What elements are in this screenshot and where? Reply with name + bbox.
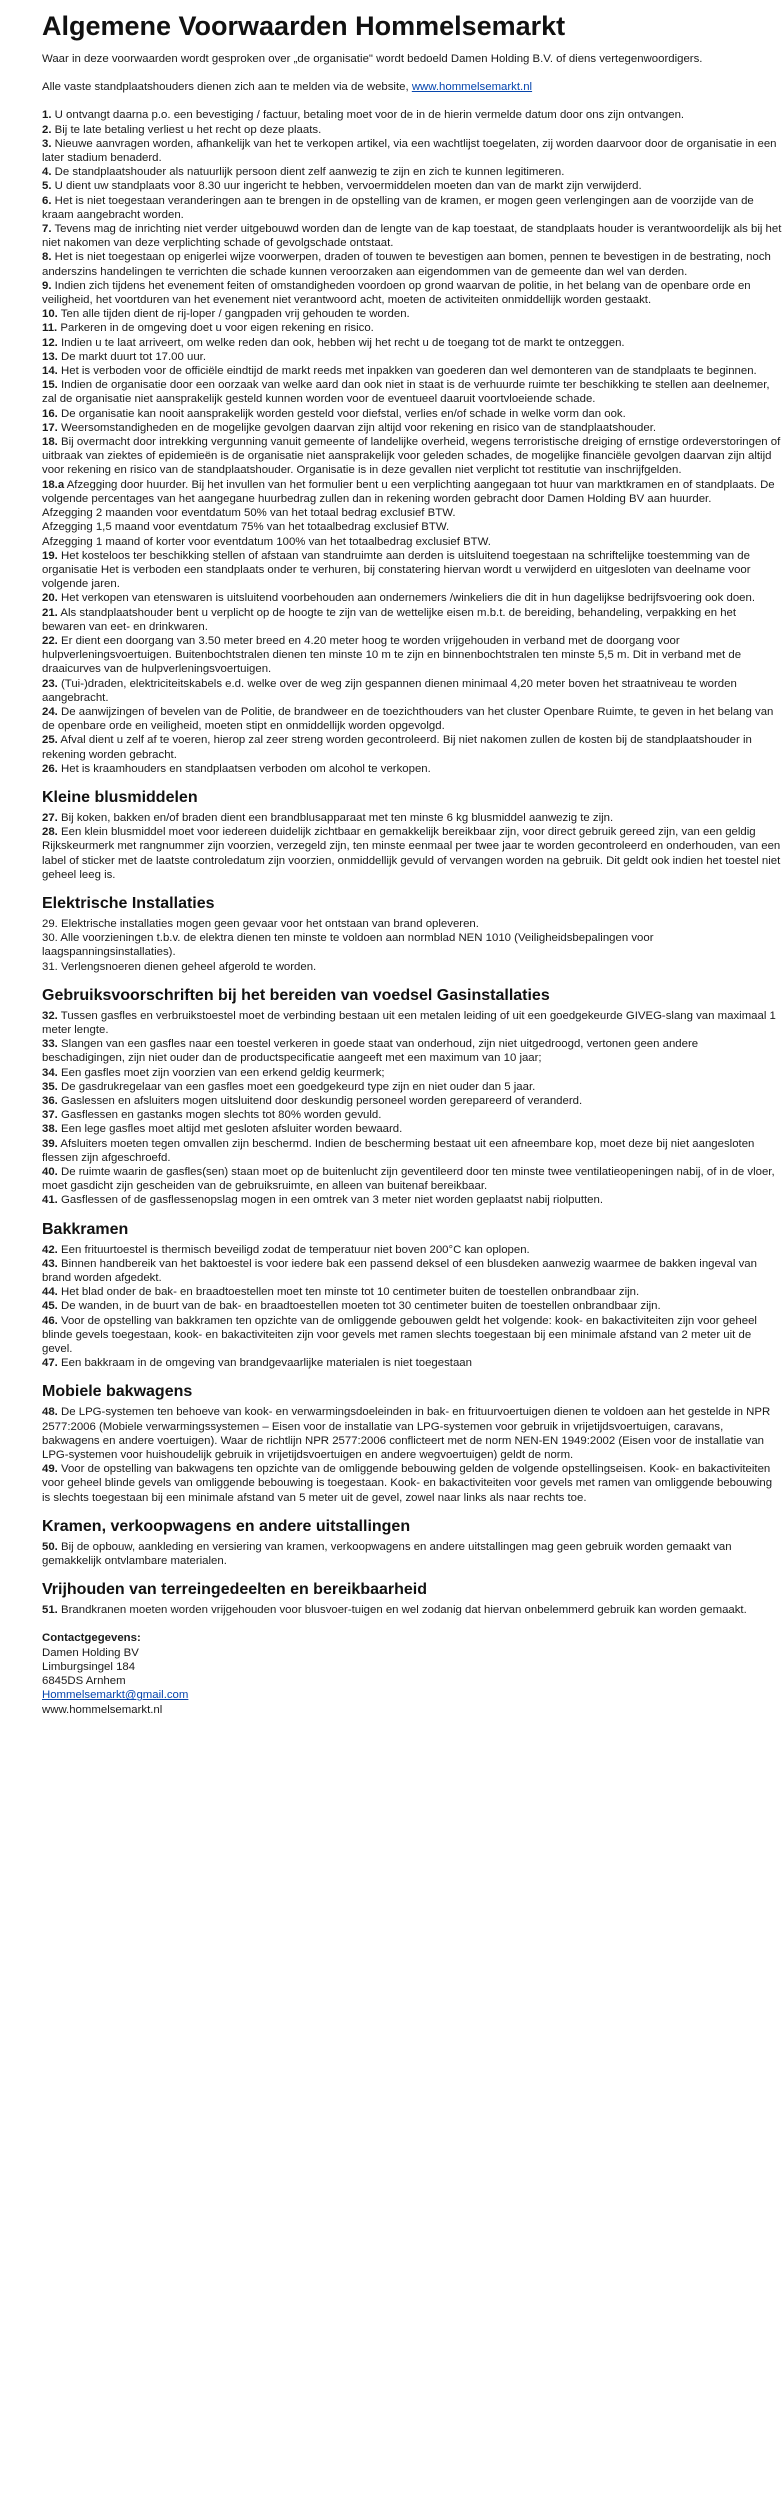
- rule-item: [42, 336, 782, 350]
- rule-number: 24.: [42, 705, 58, 718]
- rule-number: 12.: [42, 336, 58, 349]
- rule-item: [42, 108, 782, 122]
- rule-number: 17.: [42, 421, 58, 434]
- rule-text: Bij de opbouw, aankleding en versiering van kramen, verkoopwagens en andere uitstallingen mag geen gebruik worden gemaakt van gemakkelijk ontvlambare materialen.: [42, 1540, 732, 1568]
- rule-text: U dient uw standplaats voor 8.30 uur ingericht te hebben, vervoermiddelen moeten dan van de markt zijn verwijderd.: [51, 180, 642, 193]
- rule-item: [42, 1540, 782, 1568]
- rule-item: [42, 222, 782, 250]
- section-heading: Gebruiksvoorschriften bij het bereiden van voedsel Gasinstallaties: [42, 986, 550, 1004]
- rule-item: [42, 917, 782, 931]
- rule-text: Gaslessen en afsluiters mogen uitsluitend door deskundig personeel worden gerepareerd of veranderd.: [57, 1095, 583, 1107]
- rule-number: 7.: [42, 223, 52, 236]
- terms-section: [42, 108, 782, 776]
- rule-item: [42, 407, 782, 421]
- website-link[interactable]: www.hommelsemarkt.nl: [411, 81, 533, 94]
- rule-text: De gasdrukregelaar van een gasfles moet een goedgekeurd type zijn en niet ouder dan 5 jaar.: [57, 1080, 536, 1093]
- rule-item: [42, 1193, 782, 1207]
- rule-text: Tussen gasfles en verbruikstoestel moet de verbinding bestaan uit een metalen leiding of uit een goedgekeurde GIVEG-slang van maximaal 1 meter lengte.: [42, 1009, 776, 1036]
- rule-item: [42, 321, 782, 335]
- rule-item: [42, 1080, 782, 1094]
- rule-number: 33.: [42, 1038, 58, 1051]
- rule-text: Bij te late betaling verliest u het recht op deze plaats.: [51, 123, 322, 136]
- rule-number: 8.: [42, 251, 52, 264]
- rule-item: [42, 421, 782, 435]
- contact-company: Damen Holding BV: [42, 1646, 139, 1659]
- rule-text: Nieuwe aanvragen worden, afhankelijk van het te verkopen artikel, via een wachtlijst toegelaten, zij worden daarvoor door de organisatie in een later stadium benaderd.: [42, 137, 777, 165]
- section-heading: Kramen, verkoopwagens en andere uitstallingen: [42, 1517, 411, 1535]
- rule-number: 27.: [42, 811, 58, 824]
- rule-number: 3.: [42, 137, 52, 150]
- rule-item: [42, 165, 782, 179]
- rule-text: Het blad onder de bak- en braadtoestellen moet ten minste tot 10 centimeter buiten de toestellen onbrandbaar zijn.: [57, 1286, 640, 1299]
- rule-item: [42, 520, 782, 534]
- rule-text: Afsluiters moeten tegen omvallen zijn beschermd. Indien de bescherming bestaat uit een afneembare kop, moet deze bij niet aangesloten flessen zijn afgeschroefd.: [42, 1137, 755, 1164]
- rule-text: Een klein blusmiddel moet voor iedereen duidelijk zichtbaar en gemakkelijk bereikbaar zijn, voor direct gebruik gereed zijn, van een geldig Rijkskeurmerk met rangnummer zijn voorzien, verzegeld zijn, ten minste eenmaal per twee jaar te worden gecontroleerd en onderhouden, van een label of sticker met de laatste controledatum zijn voorzien, onmiddellijk gevuld of vervangen worden na gebruik. Dit geldt ook indien het toestel niet geheel leeg is.: [42, 826, 781, 881]
- rule-item: [42, 1314, 782, 1357]
- rule-item: [42, 364, 782, 378]
- section-heading: Kleine blusmiddelen: [42, 788, 198, 806]
- rule-number: 13.: [42, 350, 58, 363]
- rule-text: De standplaatshouder als natuurlijk persoon dient zelf aanwezig te zijn en zich te kunnen legitimeren.: [51, 166, 565, 179]
- rule-item: [42, 1009, 782, 1037]
- rule-list: [42, 1009, 782, 1208]
- rule-number: 36.: [42, 1095, 58, 1107]
- rule-text: Het is niet toegestaan op enigerlei wijze voorwerpen, draden of touwen te bevestigen aan bomen, pennen te bevestigen in de bestrating, noch anderszins handelingen te verrichten die schade kunnen veroorzaken aan eigendommen van de gemeente dan wel van derden.: [42, 251, 771, 278]
- contact-block: [42, 1631, 782, 1716]
- rule-number: 10.: [42, 308, 58, 321]
- rule-number: 26.: [42, 762, 58, 775]
- rule-number: 15.: [42, 379, 58, 392]
- rule-item: [42, 179, 782, 193]
- rule-number: 45.: [42, 1300, 58, 1313]
- rule-list: [42, 108, 782, 776]
- rule-text: Ten alle tijden dient de rij-loper / gangpaden vrij gehouden te worden.: [57, 308, 410, 321]
- rule-text: Indien u te laat arriveert, om welke reden dan ook, hebben wij het recht u de toegang tot de markt te ontzeggen.: [57, 336, 625, 349]
- rule-number: 48.: [42, 1406, 58, 1419]
- rule-item: [42, 1037, 782, 1065]
- rule-list: [42, 1243, 782, 1371]
- rule-number: 18.: [42, 436, 58, 449]
- rule-item: [42, 705, 782, 733]
- section-heading: Elektrische Installaties: [42, 894, 215, 912]
- rule-text: Het kosteloos ter beschikking stellen of afstaan van standruimte aan derden is uitsluitend toegestaan na schriftelijke toestemming van de organisatie Het is verboden een standplaats onder te verhuren, bij constatering hiervan wordt u verwijderd en uitgesloten van deelname voor volgende jaren.: [42, 549, 751, 591]
- rule-item: [42, 1108, 782, 1122]
- contact-email-link[interactable]: Hommelsemarkt@gmail.com: [42, 1689, 189, 1702]
- page-title: Algemene Voorwaarden Hommelsemarkt: [42, 11, 566, 41]
- rule-item: [42, 811, 782, 825]
- rule-list: [42, 1405, 782, 1504]
- rule-text: Het is verboden voor de officiële eindtijd de markt reeds met inpakken van goederen dan wel demonteren van de standplaats te beginnen.: [57, 365, 757, 378]
- rule-text: Afzegging 1,5 maand voor eventdatum 75% van het totaalbedrag exclusief BTW.: [42, 521, 450, 534]
- rule-item: [42, 506, 782, 520]
- rule-list: [42, 917, 782, 974]
- rule-number: 47.: [42, 1357, 58, 1370]
- rule-number: 46.: [42, 1314, 58, 1327]
- terms-section: [42, 894, 782, 974]
- terms-section: [42, 1382, 782, 1504]
- rule-number: 51.: [42, 1604, 58, 1617]
- intro-organisation: Waar in deze voorwaarden wordt gesproken over „de organisatie" wordt bedoeld Damen Holding B.V. of diens vertegenwoordigers.: [42, 53, 703, 65]
- rule-number: 35.: [42, 1080, 58, 1093]
- rule-item: [42, 1243, 782, 1257]
- rule-item: [42, 250, 782, 278]
- rule-number: 19.: [42, 549, 58, 562]
- rule-text: Brandkranen moeten worden vrijgehouden voor blusvoer-tuigen en wel zodanig dat hiervan onbelemmerd gebruik kan worden gemaakt.: [57, 1604, 747, 1617]
- rule-item: [42, 825, 782, 882]
- rule-number: 21.: [42, 606, 58, 619]
- contact-street: Limburgsingel 184: [42, 1660, 136, 1673]
- rule-list: [42, 1540, 782, 1568]
- rule-number: 4.: [42, 166, 52, 179]
- rule-number: 37.: [42, 1109, 58, 1122]
- rule-text: Het is kraamhouders en standplaatsen verboden om alcohol te verkopen.: [57, 762, 431, 775]
- rule-text: Een gasfles moet zijn voorzien van een erkend geldig keurmerk;: [57, 1066, 385, 1079]
- rule-number: 14.: [42, 365, 58, 378]
- rule-number: 22.: [42, 634, 58, 647]
- rule-item: [42, 535, 782, 549]
- rule-text: De wanden, in de buurt van de bak- en braadtoestellen moeten tot 30 centimeter buiten de toestellen onbrandbaar zijn.: [57, 1300, 661, 1313]
- rule-text: Voor de opstelling van bakwagens ten opzichte van de omliggende bebouwing gelden de volgende opstellingseisen. Kook- en bakactiviteiten voor geheel blinde gevels van omliggende bebouwing is toegestaan. Kook- en bakactiviteiten voor gevels met ramen van omliggende bebouwing is slechts toegestaan bij een minimale afstand van 5 meter uit de gevel, zowel naar links als naar rechts toe.: [42, 1463, 773, 1504]
- rule-text: Indien de organisatie door een oorzaak van welke aard dan ook niet in staat is de verhuurde ruimte ter beschikking te stellen aan deelnemer, zal de organisatie niet aansprakelijk gesteld kunnen worden voor de eventueel daaruit voortvloeiende schade.: [42, 379, 770, 406]
- rule-item: [42, 960, 782, 974]
- rule-text: Een frituurtoestel is thermisch beveiligd zodat de temperatuur niet boven 200°C kan oplopen.: [57, 1243, 530, 1256]
- rule-item: [42, 931, 782, 959]
- rule-number: 44.: [42, 1286, 58, 1299]
- terms-section: [42, 788, 782, 882]
- rule-number: 5.: [42, 180, 52, 193]
- section-heading: Bakkramen: [42, 1220, 129, 1238]
- rule-text: Indien zich tijdens het evenement feiten of omstandigheden voordoen op grond waarvan de politie, in het belang van de openbare orde en veiligheid, het voortduren van het evenement niet verantwoord acht, moeten de activiteiten onmiddellijk worden gestaakt.: [42, 279, 751, 307]
- rule-item: [42, 1462, 782, 1505]
- terms-section: [42, 986, 782, 1208]
- rule-item: [42, 194, 782, 222]
- contact-label: Contactgegevens:: [42, 1632, 141, 1645]
- rule-number: 18.a: [42, 478, 65, 491]
- intro-registration: [42, 80, 782, 94]
- rule-item: [42, 733, 782, 761]
- rule-item: [42, 1405, 782, 1462]
- rule-list: [42, 811, 782, 882]
- rule-item: [42, 1257, 782, 1285]
- rule-item: [42, 378, 782, 406]
- rule-item: [42, 1285, 782, 1299]
- rule-item: [42, 435, 782, 478]
- rule-text: Bij koken, bakken en/of braden dient een brandblusapparaat met ten minste 6 kg blusmiddel aanwezig te zijn.: [57, 811, 614, 824]
- rule-item: [42, 137, 782, 165]
- contact-city: 6845DS Arnhem: [42, 1675, 126, 1688]
- rule-number: 49.: [42, 1463, 58, 1476]
- terms-section: [42, 1517, 782, 1568]
- rule-item: [42, 1165, 782, 1193]
- rule-number: 41.: [42, 1194, 58, 1207]
- rule-item: [42, 279, 782, 307]
- rule-number: 28.: [42, 826, 58, 839]
- rule-text: 31. Verlengsnoeren dienen geheel afgerold te worden.: [42, 960, 317, 973]
- rule-text: Als standplaatshouder bent u verplicht op de hoogte te zijn van de wettelijke eisen m.b.t. de bereiding, behandeling, verpakking en het bewaren van eet- en drinkwaren.: [42, 606, 737, 633]
- rule-text: De LPG-systemen ten behoeve van kook- en verwarmingsdoeleinden in bak- en frituurvoertuigen dienen te voldoen aan het gestelde in NPR 2577:2006 (Mobiele verwarmingssystemen – Eisen voor de installatie van LPG-systemen voor gebruik in vrijetijdsvoertuigen, caravans, bakwagens en andere voertuigen). Waar de richtlijn NPR 2577:2006 conflicteert met de norm NEN-EN 1949:2002 (Eisen voor de installatie van LPG-systemen voor huishoudelijk gebruik in vrijetijdsvoertuigen en andere wegvoertuigen) geldt de norm.: [42, 1406, 771, 1462]
- rule-item: [42, 350, 782, 364]
- rule-text: Het verkopen van etenswaren is uitsluitend voorbehouden aan ondernemers /winkeliers die dit in hun dagelijkse bedrijfsvoering ook doen.: [57, 592, 755, 605]
- rule-text: Afzegging 1 maand of korter voor eventdatum 100% van het totaalbedrag exclusief BTW.: [42, 535, 491, 548]
- rule-number: 38.: [42, 1123, 58, 1136]
- rule-number: 23.: [42, 677, 58, 690]
- rule-number: 9.: [42, 279, 52, 292]
- rule-number: 2.: [42, 123, 52, 136]
- rule-number: 50.: [42, 1540, 58, 1553]
- rule-text: De ruimte waarin de gasfles(sen) staan moet op de buitenlucht zijn geventileerd door ten minste twee ventilatieopeningen nabij, of in de vloer, moet gasdicht zijn gescheiden van de gebruiksruimte, en alleen van buitenaf bereikbaar.: [42, 1166, 775, 1193]
- rule-text: Slangen van een gasfles naar een toestel verkeren in goede staat van onderhoud, zijn niet uitgedroogd, vertonen geen andere beschadigingen, zijn niet ouder dan de productspecificatie aangeeft met een maximum van 10 jaar;: [42, 1038, 699, 1065]
- rule-text: Afzegging door huurder. Bij het invullen van het formulier bent u een verplichting aangegaan tot huur van marktkramen en of standplaats. De volgende percentages van het aangegane huurbedrag zullen dan in rekening worden gebracht door Damen Holding BV aan huurder.: [42, 478, 775, 505]
- contact-web: www.hommelsemarkt.nl: [42, 1703, 163, 1716]
- rule-text: 30. Alle voorzieningen t.b.v. de elektra dienen ten minste te voldoen aan normblad NEN 1010 (Veiligheidsbepalingen voor laagspanningsinstallaties).: [42, 932, 654, 959]
- rule-item: [42, 634, 782, 677]
- rule-text: Voor de opstelling van bakkramen ten opzichte van de omliggende gebouwen geldt het volgende: kook- en bakactiviteiten zijn voor geheel blinde gevels toegestaan, kook- en bakactiviteiten zijn voor gevels met ramen slechts toegestaan bij een minimale afstand van 2 meter uit de gevel.: [42, 1314, 757, 1356]
- rule-text: Afzegging 2 maanden voor eventdatum 50% van het totaal bedrag exclusief BTW.: [42, 507, 456, 520]
- rule-item: [42, 1066, 782, 1080]
- rule-item: [42, 677, 782, 705]
- rule-text: Een bakkraam in de omgeving van brandgevaarlijke materialen is niet toegestaan: [57, 1357, 472, 1370]
- rule-text: Gasflessen en gastanks mogen slechts tot 80% worden gevuld.: [57, 1109, 382, 1122]
- rule-item: [42, 1299, 782, 1313]
- terms-section: [42, 1220, 782, 1371]
- rule-item: [42, 123, 782, 137]
- rule-text: 29. Elektrische installaties mogen geen gevaar voor het ontstaan van brand opleveren.: [42, 917, 479, 930]
- rule-item: [42, 591, 782, 605]
- rule-text: (Tui-)draden, elektriciteitskabels e.d. welke over de weg zijn gespannen dienen minimaal 4,20 meter boven het straatniveau te worden aangebracht.: [42, 677, 737, 704]
- section-heading: Vrijhouden van terreingedeelten en bereikbaarheid: [42, 1581, 428, 1599]
- rule-text: U ontvangt daarna p.o. een bevestiging / factuur, betaling moet voor de in de hierin vermelde datum door ons zijn ontvangen.: [51, 109, 685, 122]
- section-heading: Mobiele bakwagens: [42, 1383, 193, 1401]
- rule-text: De aanwijzingen of bevelen van de Politie, de brandweer en de toezichthouders van het cluster Openbare Ruimte, te geven in het belang van de openbare orde en veiligheid, moeten stipt en onmiddellijk worden opgevolgd.: [42, 705, 774, 733]
- rule-number: 42.: [42, 1243, 58, 1256]
- terms-sections: [42, 108, 782, 1617]
- rule-item: [42, 606, 782, 634]
- rule-item: [42, 307, 782, 321]
- rule-number: 16.: [42, 407, 58, 420]
- rule-text: De organisatie kan nooit aansprakelijk worden gesteld voor diefstal, verlies en/of schade in welke vorm dan ook.: [57, 407, 626, 420]
- rule-number: 20.: [42, 592, 58, 605]
- rule-number: 34.: [42, 1066, 58, 1079]
- rule-text: Parkeren in de omgeving doet u voor eigen rekening en risico.: [57, 322, 374, 335]
- rule-number: 40.: [42, 1166, 58, 1179]
- rule-item: [42, 478, 782, 506]
- rule-item: [42, 1122, 782, 1136]
- rule-item: [42, 549, 782, 592]
- rule-item: [42, 1356, 782, 1370]
- rule-text: Bij overmacht door intrekking vergunning vanuit gemeente of landelijke overheid, wegens terroristische dreiging of ernstige ordeverstoringen of uitbraak van ziektes of epidemieën is de organisatie niet aansprakelijk voor geleden schades, de mogelijke financiële gevolgen daarvan zijn altijd voor rekening en risico van de standplaatshouder. Organisatie is in deze gevallen niet verplicht tot restitutie van inschrijfgelden.: [42, 436, 781, 477]
- rule-text: Het is niet toegestaan veranderingen aan te brengen in de opstelling van de kramen, er mogen geen verlengingen aan de voorzijde van de kraam aangebracht worden.: [42, 194, 754, 221]
- rule-item: [42, 1603, 782, 1617]
- rule-number: 43.: [42, 1257, 58, 1270]
- rule-text: De markt duurt tot 17.00 uur.: [57, 350, 206, 363]
- rule-number: 39.: [42, 1137, 58, 1150]
- rule-text: Gasflessen of de gasflessenopslag mogen in een omtrek van 3 meter niet worden geplaatst nabij riolputten.: [57, 1194, 604, 1207]
- rule-text: Een lege gasfles moet altijd met gesloten afsluiter worden bewaard.: [57, 1123, 403, 1136]
- rule-item: [42, 1094, 782, 1108]
- rule-item: [42, 762, 782, 776]
- rule-item: [42, 1137, 782, 1165]
- rule-text: Afval dient u zelf af te voeren, hierop zal zeer streng worden gecontroleerd. Bij niet nakomen zullen de kosten bij de standplaatshouder in rekening worden gebracht.: [42, 734, 752, 761]
- rule-number: 25.: [42, 734, 58, 747]
- rule-number: 1.: [42, 109, 52, 122]
- rule-number: 11.: [42, 322, 58, 335]
- rule-text: Binnen handbereik van het baktoestel is voor iedere bak een passend deksel of een blusdeken aanwezig waarmee de bakken ingeval van brand worden afgedekt.: [42, 1257, 757, 1285]
- terms-section: [42, 1580, 782, 1617]
- rule-list: [42, 1603, 782, 1617]
- intro-registration-text: Alle vaste standplaatshouders dienen zich aan te melden via de website,: [42, 81, 409, 94]
- rule-text: Weersomstandigheden en de mogelijke gevolgen daarvan zijn altijd voor rekening en risico van de standplaatshouder.: [57, 421, 657, 434]
- rule-text: Er dient een doorgang van 3.50 meter breed en 4.20 meter hoog te worden vrijgehouden in verband met de doorgang voor hulpverleningsvoertuigen. Buitenbochtstralen dienen ten minste 10 m te zijn en binnenbochtstralen ten minste 5,5 m. Dit in verband met de draaicurves van de hulpverleningsvoertuigen.: [42, 634, 742, 676]
- rule-number: 6.: [42, 194, 52, 207]
- rule-text: Tevens mag de inrichting niet verder uitgebouwd worden dan de lengte van de kap toestaat, de standplaats houder is verantwoordelijk als bij het niet nakomen van deze verplichting schade of gevolgschade ontstaat.: [42, 223, 782, 250]
- rule-number: 32.: [42, 1009, 58, 1022]
